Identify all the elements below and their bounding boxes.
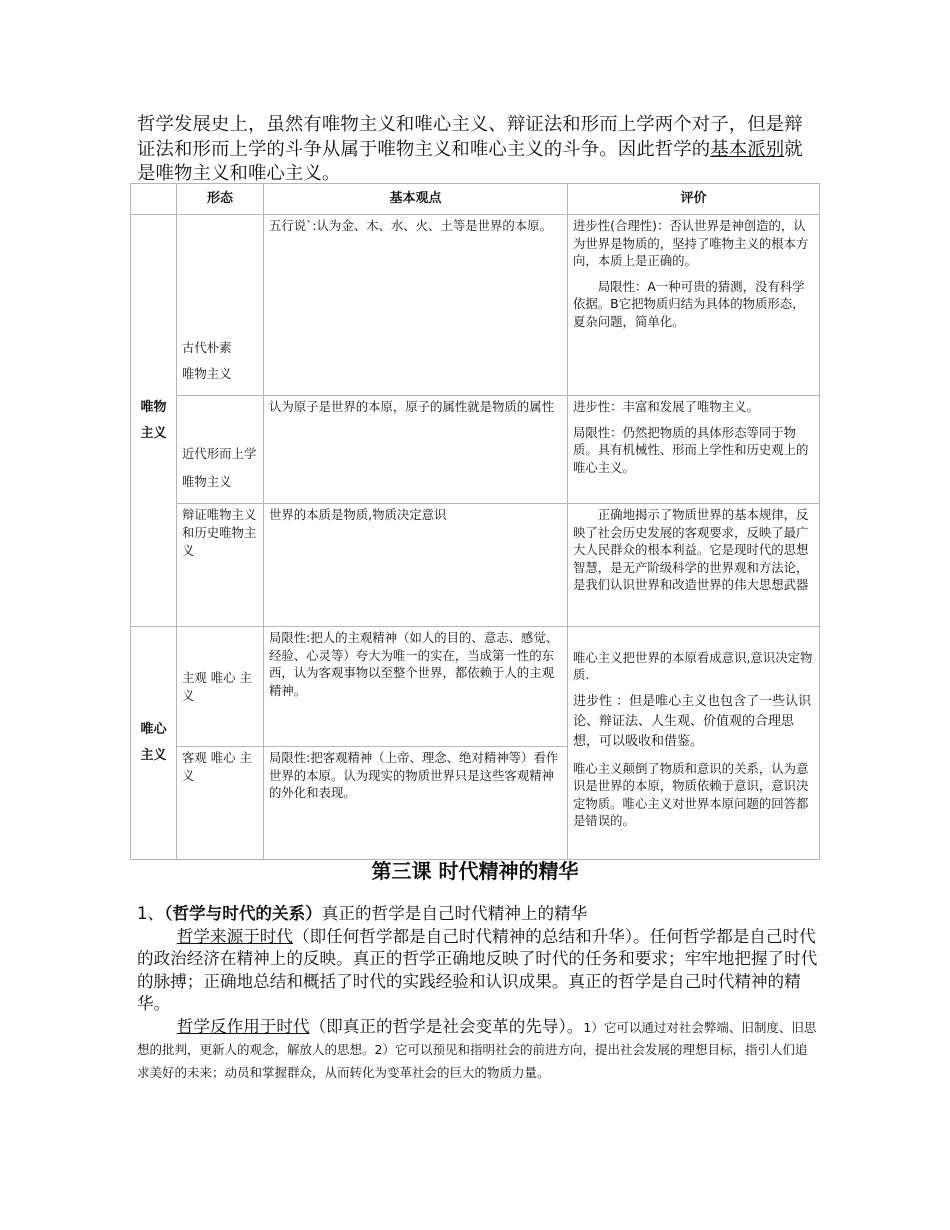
table-row: [131, 504, 820, 627]
intro-paragraph: [137, 113, 817, 187]
eval-cell: [568, 627, 820, 860]
intro-text-1: 哲学发展史上，虽然有唯物主义和唯心主义、辩证法和形而上学两个对子，但是辩证法和形而上学的斗争从属于唯物主义和唯心主义的斗争。因此哲学的: [137, 114, 803, 160]
table-row: [131, 215, 820, 396]
intro-text-2: 就是唯物主义和唯心主义。: [137, 138, 803, 184]
form-cell: [177, 504, 264, 627]
intro-underlined-term: 基本派别: [710, 138, 785, 160]
header-empty: [131, 184, 177, 215]
lesson-title: 第三课 时代精神的精华: [371, 859, 579, 883]
paragraph-origin: [137, 926, 819, 1016]
point-1: [137, 903, 819, 926]
paragraph-text: （即真正的哲学是社会变革的先导）。: [309, 1016, 584, 1036]
form-line: 和历史唯物主义: [182, 525, 257, 558]
form-cell: [177, 396, 264, 504]
eval-cell: [568, 396, 820, 504]
table-row: [131, 627, 820, 747]
form-line: 主义: [182, 670, 252, 703]
paragraph-reaction: [137, 1016, 819, 1084]
form-line: 主观: [182, 670, 207, 685]
philosophy-table: [130, 183, 820, 860]
form-cell: [177, 215, 264, 396]
point-number: 1、: [137, 904, 165, 923]
point-bold: （哲学与时代的关系）: [164, 904, 322, 923]
form-line: 辩证唯物主义: [182, 507, 257, 522]
category-materialism: 唯物主义: [131, 215, 177, 627]
eval-text: 唯心主义颠倒了物质和意识的关系，认为意识是世界的本原，物质依赖于意识，意识决定物质。唯心主义对世界本原问题的回答都是错误的。: [573, 760, 809, 828]
view-cell: 局限性:把客观精神（上帝、理念、绝对精神等）看作世界的本原。认为现实的物质世界只是这些客观精神的外化和表现。: [264, 747, 568, 860]
eval-cell: [568, 504, 820, 627]
eval-progress: 进步性(合理性)：否认世界是神创造的，认为世界是物质的，坚持了唯物主义的根本方向，本质上是正确的。: [573, 218, 809, 268]
category-idealism: 唯心主义: [131, 627, 177, 860]
header-form: 形态: [177, 184, 264, 215]
header-view: 基本观点: [264, 184, 568, 215]
form-line: 唯物主义: [182, 366, 232, 381]
point-text: 真正的哲学是自己时代精神上的精华: [321, 904, 588, 923]
table-header-row: [131, 184, 820, 215]
eval-progress: 进步性 ：但是唯心主义也包含了一些认识论、辩证法、人生观、价值观的合理思想，可以吸收和借鉴。: [573, 693, 812, 749]
eval-text: 正确地揭示了物质世界的基本规律，反映了社会历史发展的客观要求，反映了最广大人民群众的根本利益。它是现时代的思想智慧，是无产阶级科学的世界观和方法论，是我们认识世界和改造世界的伟大思想武器: [573, 507, 809, 592]
form-line: 主义: [182, 750, 252, 783]
eval-limitation: 局限性：仍然把物质的具体形态等同于物质。具有机械性、形而上学性和历史观上的唯心主义。: [573, 424, 809, 475]
underlined-term: 哲学来源于时代: [176, 926, 293, 946]
form-line: 近代形而上学: [182, 446, 257, 461]
form-line: 唯物主义: [182, 474, 232, 489]
eval-cell: [568, 215, 820, 396]
form-line: 客观: [182, 750, 207, 765]
paragraph-text: （即任何哲学都是自己时代精神的总结和升华）。任何哲学都是自己时代的政治经济在精神上的反映。真正的哲学正确地反映了时代的任务和要求；牢牢地把握了时代的脉搏；正确地总结和概括了时代的实践经验和认识成果。真正的哲学是自己时代精神的精华。: [137, 926, 818, 1013]
view-cell: 五行说`:认为金、木、水、火、土等是世界的本原。: [264, 215, 568, 396]
form-line: 唯心: [210, 670, 236, 685]
view-cell: 世界的本质是物质,物质决定意识: [264, 504, 568, 627]
eval-text: 唯心主义把世界的本原看成意识,意识决定物质.: [573, 649, 813, 682]
paragraph-small-text: 1）它可以通过对社会弊端、旧制度、旧思想的批判，更新人的观念，解放人的思想。2）它可以预见和指明社会的前进方向，提出社会发展的理想目标，指引人们追求美好的未来；动员和掌握群众，从而转化为变革社会的巨大的物质力量。: [137, 1019, 817, 1080]
lesson-body: [137, 903, 819, 1083]
eval-progress: 进步性：丰富和发展了唯物主义。: [573, 399, 759, 414]
form-cell: [177, 627, 264, 747]
form-cell: [177, 747, 264, 860]
underlined-term: 哲学反作用于时代: [176, 1016, 310, 1036]
form-line: 唯心: [210, 750, 236, 765]
form-line: 古代朴素: [182, 340, 232, 355]
view-cell: 局限性:把人的主观精神（如人的目的、意志、感觉、经验、心灵等）夸大为唯一的实在，当成第一性的东西，认为客观事物以至整个世界，都依赖于人的主观精神。: [264, 627, 568, 747]
header-eval: 评价: [568, 184, 820, 215]
eval-limitation: 局限性：A一种可贵的猜测，没有科学依据。B它把物质归结为具体的物质形态，夏杂问题，简单化。: [573, 278, 805, 329]
table-row: [131, 396, 820, 504]
view-cell: 认为原子是世界的本原，原子的属性就是物质的属性: [264, 396, 568, 504]
